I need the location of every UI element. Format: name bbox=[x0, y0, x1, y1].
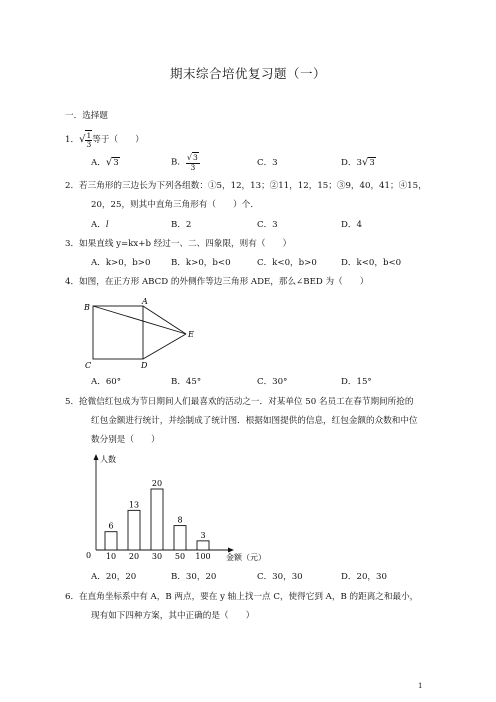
label-d: D bbox=[141, 361, 148, 370]
q2-option-d: D．4 bbox=[341, 220, 362, 230]
question-5-line-2: 红包金额进行统计，并绘制成了统计图．根据如图提供的信息，红包金额的众数和中位 bbox=[91, 416, 418, 426]
question-4: 4．如图，在正方形 ABCD 的外侧作等边三角形 ADE，那么∠BED 为（ ） bbox=[65, 277, 369, 287]
q3-option-b: B．k>0，b<0 bbox=[171, 258, 231, 268]
q4-option-b: B．45° bbox=[171, 377, 202, 387]
question-2-line-1: 2．若三角形的三边长为下列各组数：①5，12，13；②11，12，15；③9，40，41；④15， bbox=[65, 181, 427, 191]
bar-30 bbox=[151, 489, 163, 550]
bar-50 bbox=[174, 526, 186, 550]
label-c: C bbox=[85, 361, 92, 370]
tick-label-20: 20 bbox=[128, 552, 140, 561]
question-1-text: 等于（ ） bbox=[92, 135, 144, 145]
y-axis-label: 人数 bbox=[100, 455, 116, 464]
x-axis-arrow bbox=[228, 548, 234, 553]
q3-option-c: C．k<0，b>0 bbox=[257, 258, 317, 268]
data-label-100: 3 bbox=[200, 530, 206, 540]
bar-10 bbox=[105, 532, 117, 550]
q4-option-d: D．15° bbox=[341, 377, 372, 387]
question-6-line-1: 6．在直角坐标系中有 A，B 两点，要在 y 轴上找一点 C，使得它到 A，B 的距离之和最小， bbox=[65, 592, 419, 602]
q5-option-d: D．20，30 bbox=[341, 572, 387, 582]
label-a: A bbox=[142, 297, 148, 306]
question-3: 3．如果直线 y=kx+b 经过一、二、四象限，则有（ ） bbox=[65, 239, 292, 249]
q1-option-a: A．√3 bbox=[91, 157, 119, 168]
bar-chart bbox=[80, 450, 280, 566]
page-title: 期末综合培优复习题（一） bbox=[169, 66, 326, 81]
data-label-10: 6 bbox=[108, 521, 114, 531]
segment-be bbox=[93, 306, 186, 334]
tick-label-30: 30 bbox=[151, 552, 163, 561]
origin-label: 0 bbox=[86, 551, 92, 560]
y-axis-arrow bbox=[94, 454, 99, 460]
data-label-20: 13 bbox=[128, 500, 140, 510]
q2-option-b: B．2 bbox=[171, 220, 192, 230]
question-5-line-3: 数分别是（ ） bbox=[91, 435, 160, 445]
bar-20 bbox=[128, 510, 140, 550]
q5-option-b: B．30，20 bbox=[171, 572, 217, 582]
q1-option-b: B． $\frac{√3}{3}$ bbox=[171, 153, 198, 172]
page-number: 1 bbox=[418, 682, 423, 690]
segment-ae bbox=[143, 306, 186, 334]
question-1-fraction: $\frac{1}{3}$ bbox=[86, 131, 92, 149]
q1-option-c: C．3 bbox=[257, 158, 278, 168]
question-6-line-2: 现有如下四种方案，其中正确的是（ ） bbox=[91, 611, 255, 621]
x-axis-label: 金额（元） bbox=[226, 553, 266, 562]
question-5-line-1: 5．抢微信红包成为节日期间人们最喜欢的活动之一．对某单位 50 名员工在春节期间所抢的 bbox=[65, 397, 414, 407]
question-1 bbox=[65, 130, 144, 149]
q5-option-c: C．30，30 bbox=[257, 572, 303, 582]
data-label-30: 20 bbox=[151, 479, 163, 488]
q1-option-d: D．3√3 bbox=[341, 157, 375, 168]
label-e: E bbox=[188, 330, 194, 339]
tick-label-50: 50 bbox=[174, 552, 186, 561]
section-heading: 一．选择题 bbox=[65, 111, 108, 121]
q3-option-a: A．k>0，b>0 bbox=[91, 258, 151, 268]
q5-option-a: A．20，20 bbox=[91, 572, 137, 582]
q2-option-a: A．l bbox=[91, 220, 109, 230]
sqrt-symbol: √ bbox=[79, 134, 86, 145]
q4-option-a: A．60° bbox=[91, 377, 122, 387]
question-1-number: 1． bbox=[65, 135, 80, 145]
q3-option-d: D．k<0，b<0 bbox=[341, 258, 402, 268]
q2-option-c: C．3 bbox=[257, 220, 278, 230]
q4-option-c: C．30° bbox=[257, 377, 288, 387]
tick-label-10: 10 bbox=[105, 552, 117, 561]
question-2-line-2: 20，25，则其中直角三角形有（ ）个． bbox=[91, 200, 259, 210]
data-label-50: 8 bbox=[177, 515, 183, 525]
segment-de bbox=[143, 334, 186, 359]
label-b: B bbox=[84, 303, 90, 312]
geometry-figure bbox=[80, 296, 200, 376]
bar-100 bbox=[197, 541, 209, 550]
tick-label-100: 100 bbox=[195, 552, 211, 561]
